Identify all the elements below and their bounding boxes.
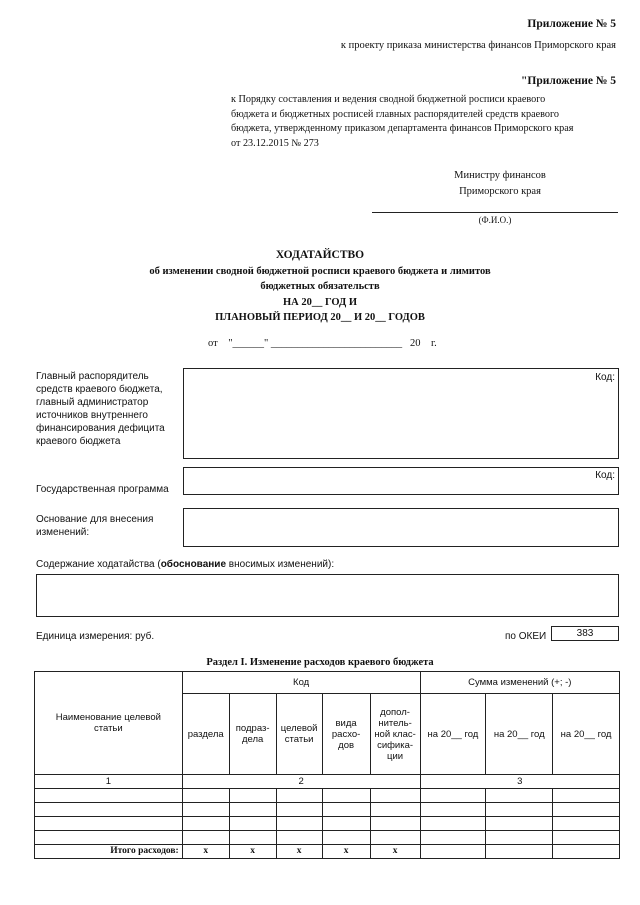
date-day: "______": [228, 338, 269, 349]
col-extra: допол-нитель-ной клас-сифика-ции: [370, 694, 420, 775]
total-x: x: [182, 845, 229, 859]
total-x: x: [229, 845, 276, 859]
basis-label-1: Основание для внесения: [36, 514, 154, 525]
table-row[interactable]: [35, 831, 620, 845]
table-number-row: [35, 775, 620, 789]
content-label: [36, 558, 334, 571]
section1-title: Раздел I. Изменение расходов краевого бюджета: [206, 657, 434, 668]
addressee-line-2: Приморского края: [459, 186, 541, 197]
program-field[interactable]: [183, 467, 619, 495]
okei-value: 383: [551, 626, 619, 641]
date-suffix: г.: [431, 338, 437, 349]
appendix-title: Приложение № 5: [527, 18, 616, 30]
total-row: [35, 845, 620, 859]
date-month: _________________________: [270, 338, 403, 349]
date-year: 20: [410, 338, 421, 349]
basis-label-2: изменений:: [36, 527, 90, 538]
total-label: Итого расходов:: [35, 845, 183, 859]
col-sum-header: Сумма изменений (+; -): [420, 672, 619, 694]
table-header-row-1: [35, 672, 620, 694]
appendix-subtitle: к проекту приказа министерства финансов Приморского края: [340, 40, 616, 51]
col-year-3: на 20__ год: [553, 694, 620, 775]
title-line-2: об изменении сводной бюджетной росписи краевого бюджета и лимитов: [149, 265, 491, 277]
total-year-2[interactable]: [486, 845, 553, 859]
table-row[interactable]: [35, 803, 620, 817]
title-line-3: бюджетных обязательств: [260, 281, 380, 292]
main-manager-label-2: средств краевого бюджета,: [36, 384, 163, 395]
table-row[interactable]: [35, 789, 620, 803]
document-title: [0, 248, 640, 326]
basis-field[interactable]: [183, 508, 619, 547]
fio-caption: (Ф.И.О.): [478, 215, 512, 225]
col-name-header: Наименование целевой статьи: [35, 672, 183, 775]
col-year-1: на 20__ год: [420, 694, 486, 775]
total-x: x: [370, 845, 420, 859]
program-code-label: Код:: [595, 470, 615, 481]
main-manager-label-5: финансирования дефицита: [36, 423, 165, 434]
fio-line: [372, 212, 618, 213]
units-label: Единица измерения: руб.: [36, 631, 155, 642]
quote-appendix-title: "Приложение № 5: [521, 75, 616, 87]
total-x: x: [276, 845, 322, 859]
main-manager-label-4: источников внутреннего: [36, 410, 148, 421]
table-row[interactable]: [35, 817, 620, 831]
main-manager-field[interactable]: [183, 368, 619, 459]
addressee: [420, 168, 580, 200]
basis-label: [36, 513, 153, 539]
num-3: 3: [420, 775, 619, 789]
col-vid: вида расхо-дов: [322, 694, 370, 775]
col-year-2: на 20__ год: [486, 694, 553, 775]
program-label: Государственная программа: [36, 484, 169, 495]
order-line-1: к Порядку составления и ведения сводной бюджетной росписи краевого: [231, 94, 546, 105]
order-line-2: бюджета и бюджетных росписей главных распорядителей средств краевого: [231, 108, 559, 120]
num-2: 2: [182, 775, 420, 789]
col-podrazdel: подраз-дела: [229, 694, 276, 775]
title-line-4: НА 20__ ГОД И: [282, 296, 358, 308]
num-1: 1: [35, 775, 183, 789]
col-target: целевой статьи: [276, 694, 322, 775]
content-field[interactable]: [36, 574, 619, 617]
col-code-header: Код: [182, 672, 420, 694]
main-manager-label-3: главный администратор: [36, 397, 149, 408]
total-x: x: [322, 845, 370, 859]
okei-label: по ОКЕИ: [505, 631, 547, 642]
order-reference: [231, 93, 617, 151]
main-manager-code-label: Код:: [595, 372, 615, 383]
addressee-line-1: Министру финансов: [454, 170, 546, 181]
total-year-1[interactable]: [420, 845, 486, 859]
title-line-5: ПЛАНОВЫЙ ПЕРИОД 20__ И 20__ ГОДОВ: [215, 312, 425, 323]
date-line: [208, 338, 437, 349]
col-razdel: раздела: [182, 694, 229, 775]
main-manager-label-6: краевого бюджета: [36, 436, 121, 447]
title-line-1: ХОДАТАЙСТВО: [275, 249, 365, 261]
content-label-post: вносимых изменений):: [226, 559, 335, 570]
date-prefix: от: [208, 338, 218, 349]
main-manager-label: [36, 370, 165, 448]
main-manager-label-1: Главный распорядитель: [36, 371, 149, 382]
total-year-3[interactable]: [553, 845, 620, 859]
content-label-pre: Содержание ходатайства (: [36, 559, 161, 570]
order-line-3: бюджета, утвержденному приказом департамента финансов Приморского края: [231, 123, 574, 134]
section1-table: [34, 671, 620, 859]
content-label-bold: обоснование: [160, 559, 227, 570]
order-line-4: от 23.12.2015 № 273: [231, 137, 319, 149]
